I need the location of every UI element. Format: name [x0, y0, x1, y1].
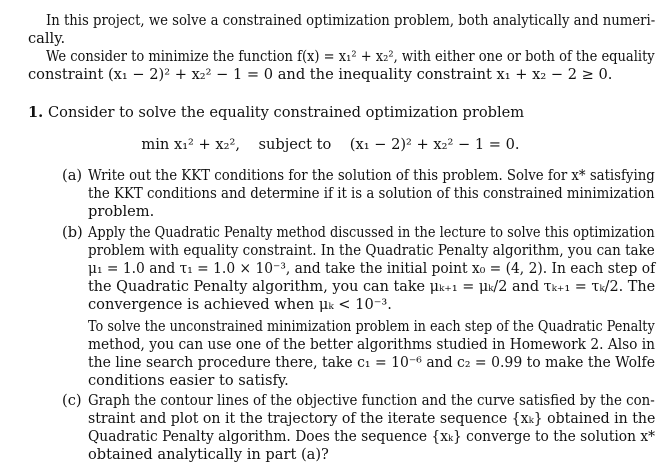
part-b-line: the line search procedure there, take c₁ = 10⁻⁶ and c₂ = 0.99 to make the Wolfe — [88, 354, 655, 371]
part-b-line: convergence is achieved when μₖ < 10⁻³. — [88, 296, 392, 313]
part-b-line: μ₁ = 1.0 and τ₁ = 1.0 × 10⁻³, and take the initial point x₀ = (4, 2). In each step of — [88, 260, 656, 277]
part-c-label: (c) — [62, 392, 82, 409]
intro-line-1: In this project, we solve a constrained optimization problem, both analytically and numeri- — [46, 12, 656, 29]
part-a-line: Write out the KKT conditions for the solution of this problem. Solve for x* satisfying — [88, 167, 655, 184]
problem-formula: min x₁² + x₂², subject to (x₁ − 2)² + x₂² − 1 = 0. — [141, 136, 520, 153]
intro-line-2: cally. — [28, 30, 66, 47]
intro-line-3: We consider to minimize the function f(x) = x₁² + x₂², with either one or both of the equality — [46, 48, 655, 65]
part-b-line: conditions easier to satisfy. — [88, 372, 289, 389]
part-a-line: the KKT conditions and determine if it is a solution of this constrained minimization — [88, 185, 655, 202]
part-a-label: (a) — [62, 167, 83, 184]
part-b-line: the Quadratic Penalty algorithm, you can take μₖ₊₁ = μₖ/2 and τₖ₊₁ = τₖ/2. The — [88, 278, 656, 295]
part-b-line: To solve the unconstrained minimization problem in each step of the Quadratic Penalty — [88, 318, 655, 335]
intro-line-4: constraint (x₁ − 2)² + x₂² − 1 = 0 and the inequality constraint x₁ + x₂ − 2 ≥ 0. — [28, 66, 613, 83]
part-b-label: (b) — [62, 224, 83, 241]
part-a-line: problem. — [88, 203, 155, 220]
part-c-line: straint and plot on it the trajectory of the iterate sequence {xₖ} obtained in the — [88, 410, 656, 427]
problem-number: 1. — [28, 104, 44, 121]
part-c-line: Graph the contour lines of the objective function and the curve satisfied by the con- — [88, 392, 655, 409]
part-b-line: method, you can use one of the better algorithms studied in Homework 2. Also in — [88, 336, 656, 353]
problem-heading: Consider to solve the equality constrained optimization problem — [48, 104, 525, 121]
part-b-line: problem with equality constraint. In the Quadratic Penalty algorithm, you can take — [88, 242, 655, 259]
part-c-line: Quadratic Penalty algorithm. Does the sequence {xₖ} converge to the solution x* — [88, 428, 656, 445]
part-c-line: obtained analytically in part (a)? — [88, 446, 329, 463]
part-b-line: Apply the Quadratic Penalty method discussed in the lecture to solve this optimization — [88, 224, 655, 241]
